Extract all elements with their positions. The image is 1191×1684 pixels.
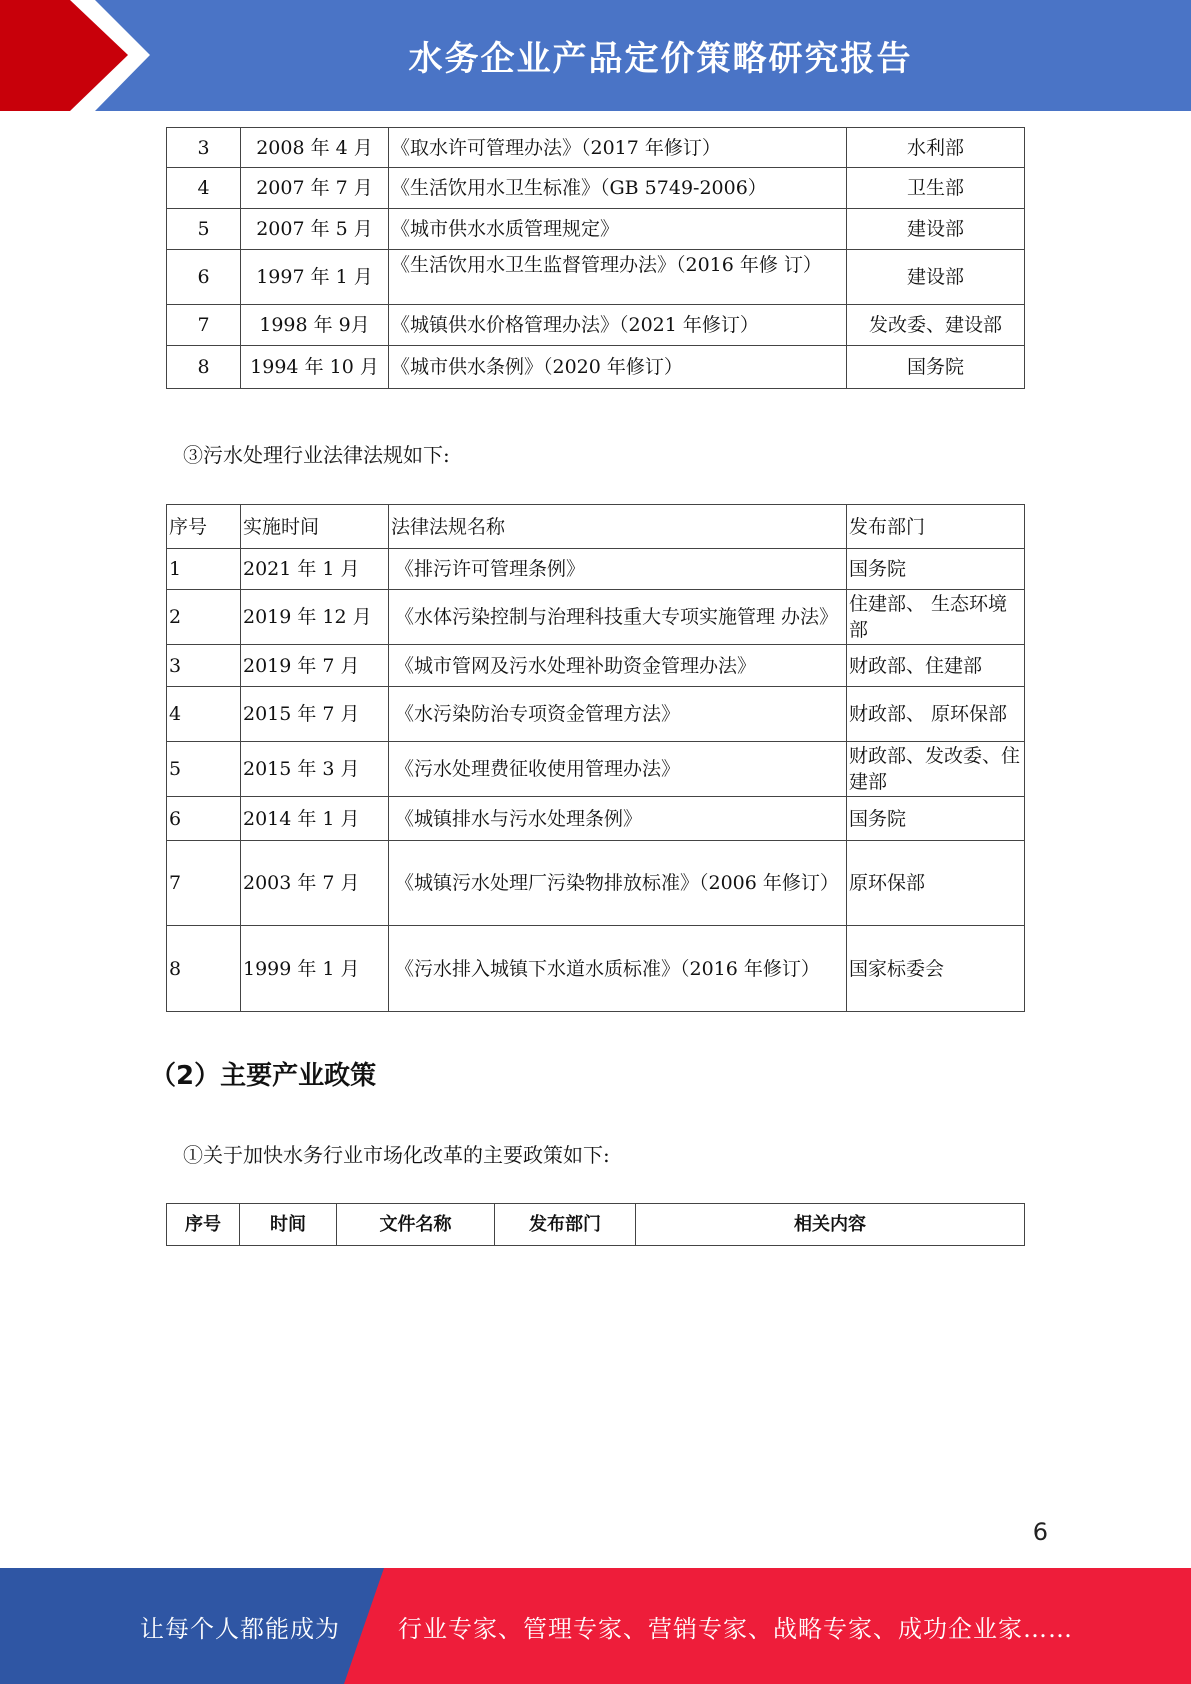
header-department: 发布部门 (495, 1204, 636, 1246)
row-date: 2015 年 7 月 (241, 687, 389, 742)
water-supply-regulations-table (166, 127, 1025, 389)
footer-slogan-right: 行业专家、管理专家、营销专家、战略专家、成功企业家…… (398, 1614, 1073, 1643)
table-header-row (167, 1204, 1025, 1246)
table-row (167, 645, 1025, 687)
section-title-industry-policy: （2）主要产业政策 (150, 1061, 377, 1091)
row-regulation-name: 《污水处理费征收使用管理办法》 (389, 742, 847, 797)
table-row (167, 742, 1025, 797)
row-number: 1 (167, 549, 241, 590)
table-row (167, 346, 1025, 389)
footer-slogan-left: 让每个人都能成为 (140, 1614, 340, 1643)
table-row (167, 926, 1025, 1012)
row-date: 2021 年 1 月 (241, 549, 389, 590)
header-file-name: 文件名称 (337, 1204, 495, 1246)
row-department: 发改委、建设部 (847, 305, 1025, 346)
header-arrow-decoration (0, 0, 150, 111)
row-department: 国务院 (847, 797, 1025, 841)
row-department: 国务院 (847, 346, 1025, 389)
row-department: 建设部 (847, 209, 1025, 250)
row-number: 6 (167, 250, 241, 305)
row-number: 5 (167, 209, 241, 250)
row-regulation-name: 《污水排入城镇下水道水质标准》（2016 年修订） (389, 926, 847, 1012)
row-regulation-name: 《排污许可管理条例》 (389, 549, 847, 590)
row-department: 财政部、住建部 (847, 645, 1025, 687)
row-date: 1998 年 9月 (241, 305, 389, 346)
row-date: 2003 年 7 月 (241, 841, 389, 926)
page-number: 6 (1032, 1518, 1048, 1546)
row-regulation-name: 《城市供水水质管理规定》 (389, 209, 847, 250)
table-row (167, 797, 1025, 841)
row-date: 1999 年 1 月 (241, 926, 389, 1012)
header-regulation-name: 法律法规名称 (389, 505, 847, 549)
header-time: 时间 (240, 1204, 337, 1246)
row-regulation-name: 《生活饮用水卫生监督管理办法》（2016 年修 订） (389, 250, 847, 305)
row-department: 建设部 (847, 250, 1025, 305)
row-regulation-name: 《取水许可管理办法》（2017 年修订） (389, 128, 847, 168)
row-number: 4 (167, 168, 241, 209)
row-number: 8 (167, 926, 241, 1012)
row-number: 3 (167, 128, 241, 168)
row-regulation-name: 《生活饮用水卫生标准》（GB 5749-2006） (389, 168, 847, 209)
row-date: 2019 年 7 月 (241, 645, 389, 687)
table-row (167, 209, 1025, 250)
sewage-regulations-table (166, 504, 1025, 1012)
row-department: 财政部、发改委、住建部 (847, 742, 1025, 797)
header-department: 发布部门 (847, 505, 1025, 549)
row-number: 6 (167, 797, 241, 841)
header-date: 实施时间 (241, 505, 389, 549)
row-number: 7 (167, 305, 241, 346)
row-department: 国家标委会 (847, 926, 1025, 1012)
table-header-row (167, 505, 1025, 549)
table-row (167, 549, 1025, 590)
row-department: 卫生部 (847, 168, 1025, 209)
row-department: 原环保部 (847, 841, 1025, 926)
document-title: 水务企业产品定价策略研究报告 (408, 39, 913, 79)
table-row (167, 250, 1025, 305)
row-date: 2019 年 12 月 (241, 590, 389, 645)
header-number: 序号 (167, 505, 241, 549)
row-date: 2007 年 5 月 (241, 209, 389, 250)
table-row (167, 128, 1025, 168)
row-number: 4 (167, 687, 241, 742)
header-related-content: 相关内容 (636, 1204, 1025, 1246)
row-regulation-name: 《水污染防治专项资金管理方法》 (389, 687, 847, 742)
row-regulation-name: 《城市供水条例》（2020 年修订） (389, 346, 847, 389)
row-department: 财政部、 原环保部 (847, 687, 1025, 742)
row-date: 1994 年 10 月 (241, 346, 389, 389)
row-number: 5 (167, 742, 241, 797)
header-banner (0, 0, 1191, 111)
row-regulation-name: 《城镇供水价格管理办法》（2021 年修订） (389, 305, 847, 346)
row-department: 国务院 (847, 549, 1025, 590)
footer-banner (0, 1568, 1191, 1684)
row-regulation-name: 《城镇污水处理厂污染物排放标准》（2006 年修订） (389, 841, 847, 926)
row-department: 住建部、 生态环境部 (847, 590, 1025, 645)
policy-intro-text: ①关于加快水务行业市场化改革的主要政策如下: (183, 1143, 610, 1167)
policy-table (166, 1203, 1025, 1246)
row-regulation-name: 《水体污染控制与治理科技重大专项实施管理 办法》 (389, 590, 847, 645)
table-row (167, 841, 1025, 926)
row-number: 7 (167, 841, 241, 926)
table-row (167, 590, 1025, 645)
row-regulation-name: 《城市管网及污水处理补助资金管理办法》 (389, 645, 847, 687)
row-date: 1997 年 1 月 (241, 250, 389, 305)
header-number: 序号 (167, 1204, 240, 1246)
row-number: 3 (167, 645, 241, 687)
row-number: 2 (167, 590, 241, 645)
row-number: 8 (167, 346, 241, 389)
table-row (167, 168, 1025, 209)
table-row (167, 687, 1025, 742)
row-regulation-name: 《城镇排水与污水处理条例》 (389, 797, 847, 841)
row-date: 2014 年 1 月 (241, 797, 389, 841)
row-date: 2008 年 4 月 (241, 128, 389, 168)
row-department: 水利部 (847, 128, 1025, 168)
sewage-intro-text: ③污水处理行业法律法规如下: (183, 443, 450, 467)
row-date: 2007 年 7 月 (241, 168, 389, 209)
table-row (167, 305, 1025, 346)
row-date: 2015 年 3 月 (241, 742, 389, 797)
